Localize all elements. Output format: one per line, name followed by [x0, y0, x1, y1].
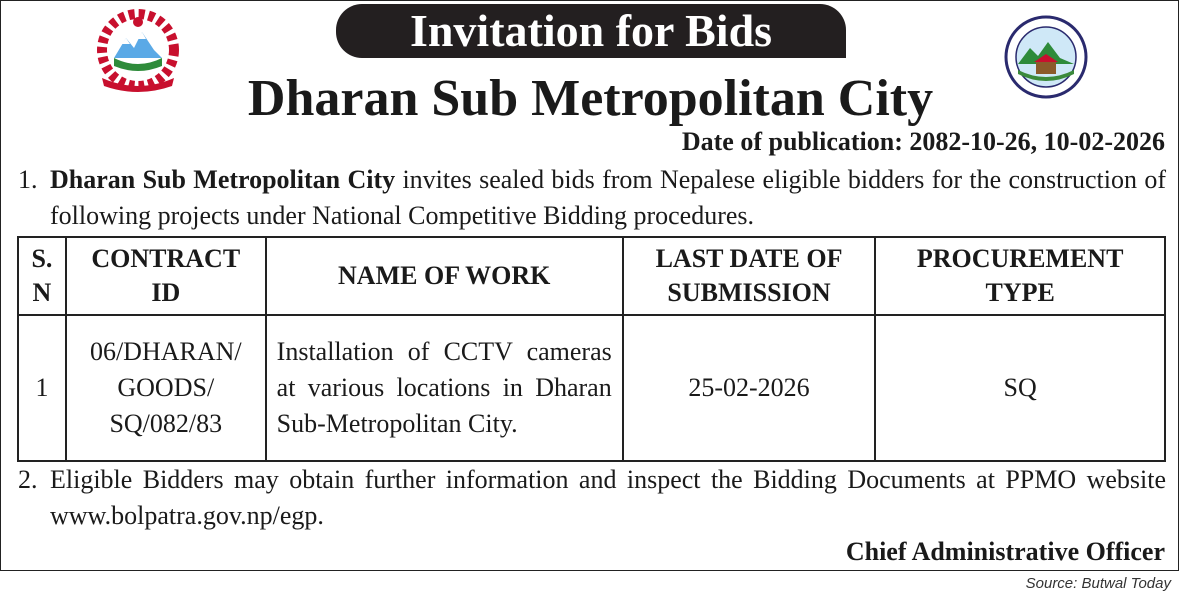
cell-contract-id: 06/DHARAN/ GOODS/ SQ/082/83	[66, 315, 266, 461]
header-name-of-work: NAME OF WORK	[266, 237, 623, 315]
cell-procurement-type: SQ	[875, 315, 1165, 461]
signatory: Chief Administrative Officer	[845, 537, 1165, 566]
organization-title: Dharan Sub Metropolitan City	[247, 70, 934, 127]
paragraph-1-text: invites sealed bids from Nepalese eligible bidders for the construction of following projects under National Competitive Bidding procedures.	[50, 165, 1166, 230]
paragraph-1-lead: Dharan Sub Metropolitan City	[50, 165, 396, 194]
bids-table	[17, 236, 1166, 462]
paragraph-2-text: Eligible Bidders may obtain further information and inspect the Bidding Documents at PPMO website www.bolpatra.gov.np/egp.	[50, 465, 1166, 530]
header-contract-id: CONTRACT ID	[66, 237, 266, 315]
paragraph-2-number: 2.	[18, 465, 38, 494]
table-header-row	[18, 237, 1165, 315]
header-sn: S. N	[18, 237, 66, 315]
header-procurement-type: PROCUREMENT TYPE	[875, 237, 1165, 315]
paragraph-1-number: 1.	[18, 165, 38, 194]
table-row	[18, 315, 1165, 461]
header-last-date: LAST DATE OF SUBMISSION	[623, 237, 876, 315]
paragraph-1	[18, 162, 1166, 234]
source-credit: Source: Butwal Today	[1025, 575, 1171, 592]
cell-name-of-work: Installation of CCTV cameras at various locations in Dharan Sub-Metropolitan City.	[266, 315, 623, 461]
cell-last-date: 25-02-2026	[623, 315, 876, 461]
publication-date: Date of publication: 2082-10-26, 10-02-2026	[681, 127, 1165, 156]
cell-sn: 1	[18, 315, 66, 461]
paragraph-2	[18, 462, 1166, 534]
banner-title: Invitation for Bids	[336, 4, 846, 58]
